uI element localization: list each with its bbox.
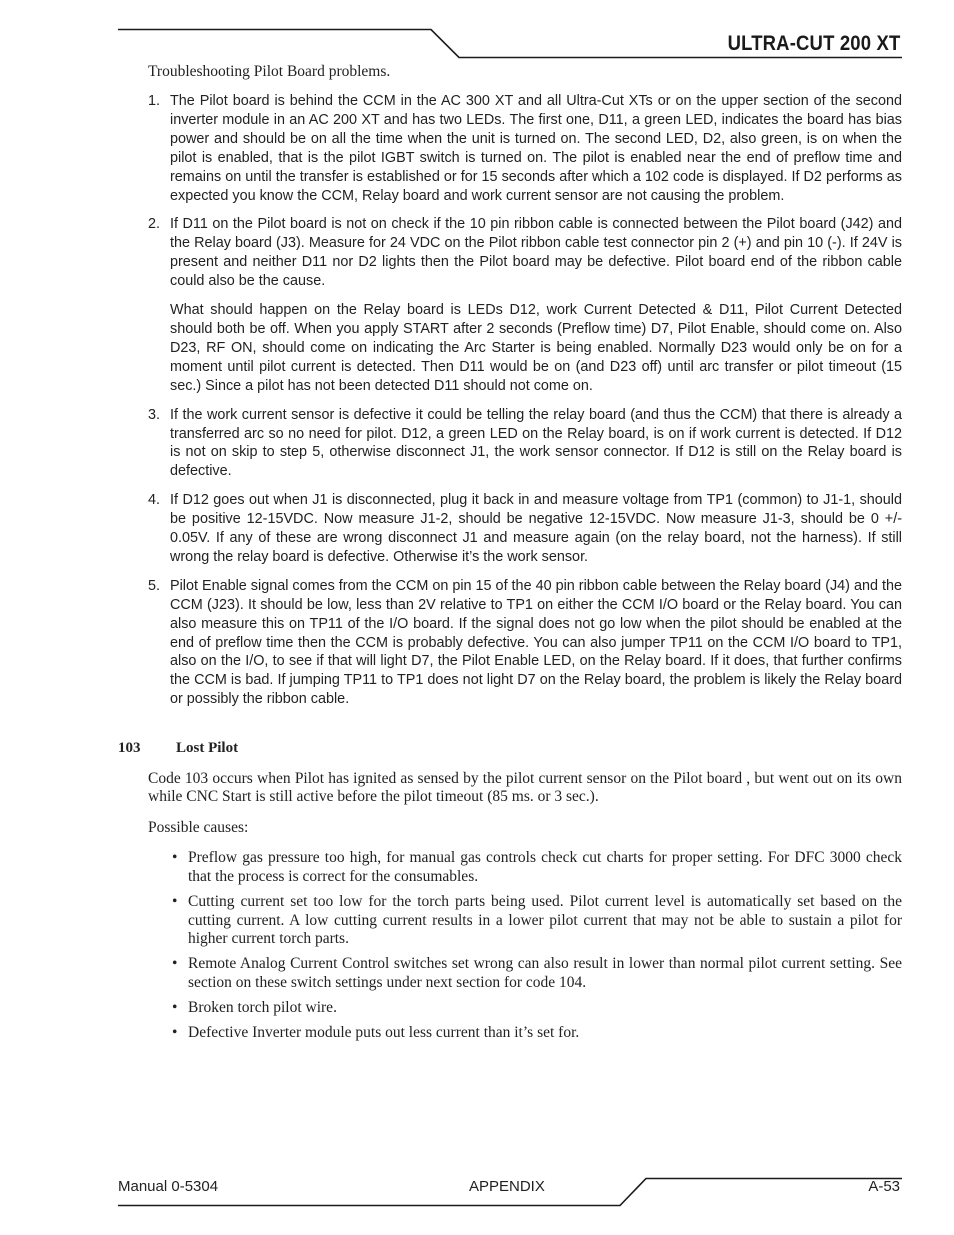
step-number: 3. <box>148 406 161 423</box>
cause-text: Cutting current set too low for the torch parts being used. Pilot current level is automatically set based on the cutting current. A low cutting current results in a lower pilot current that may not be able to sustain a pilot for higher current torch parts. <box>188 893 902 948</box>
step-text: If the work current sensor is defective it could be telling the relay board (and thus the CCM) that there is already a transferred arc so no need for pilot. D12, a green LED on the Relay board, is on if work current is detected. If D12 is not on skip to step 5, otherwise disconnect J1, the work sensor connector. If D12 is still on the Relay board is defective. <box>170 406 902 480</box>
section-description: Code 103 occurs when Pilot has ignited as sensed by the pilot current sensor on the Pilot board , but went out on its own while CNC Start is still active before the pilot timeout (85 ms. or 3 sec.). <box>148 769 902 806</box>
bullet-icon: • <box>172 955 178 973</box>
cause-text: Broken torch pilot wire. <box>188 999 337 1017</box>
bullet-icon: • <box>172 1024 178 1042</box>
step-paragraph: What should happen on the Relay board is LEDs D12, work Current Detected & D11, Pilot Current Detected should both be off. When you apply START after 2 seconds (Preflow time) D7, Pilot Enable, should come on. Also D23, RF ON, should come on indicating the Arc Starter is being enabled. Normally D23 would only be on for a moment until pilot current is detected. Then D11 would be on (and D23 off) until arc transfer or pilot timeout (15 sec.) Since a pilot has not been detected D11 should not come on. <box>170 302 902 394</box>
bullet-icon: • <box>172 999 178 1017</box>
step-text: The Pilot board is behind the CCM in the AC 300 XT and all Ultra-Cut XTs or on the upper section of the second inverter module in an AC 200 XT and has two LEDs. The first one, D11, a green LED, indicates the board has bias power and should be on all the time when the unit is turned on. The second LED, D2, also green, is on when the pilot is enabled, that is the pilot IGBT switch is turned on. The pilot is enabled near the end of preflow time and remains on until the transfer is established or for 15 seconds after which a 102 code is displayed. If D2 performs as expected you know the CCM, Relay board and work current sensor are not causing the problem. <box>170 93 902 204</box>
section-title: Lost Pilot <box>176 740 239 756</box>
bullet-icon: • <box>172 849 178 867</box>
bullet-icon: • <box>172 893 178 911</box>
error-code: 103 <box>118 740 141 756</box>
intro-text: Troubleshooting Pilot Board problems. <box>148 63 391 80</box>
cause-text: Preflow gas pressure too high, for manual gas controls check cut charts for proper setting. For DFC 3000 check that the process is correct for the consumables. <box>188 849 902 885</box>
footer-section: APPENDIX <box>469 1178 545 1195</box>
manual-number: Manual 0-5304 <box>118 1178 219 1195</box>
cause-text: Defective Inverter module puts out less current than it’s set for. <box>188 1024 580 1042</box>
step-number: 4. <box>148 492 161 509</box>
step-text: If D11 on the Pilot board is not on check if the 10 pin ribbon cable is connected between the Pilot board (J42) and the Relay board (J3). Measure for 24 VDC on the Pilot ribbon cable test connector pin 2 (+) and pin 10 (-). If 24V is present and neither D11 nor D2 lights then the Pilot board may be defective. Pilot board end of the ribbon cable could also be the cause. <box>170 216 902 290</box>
step-number: 1. <box>148 93 161 109</box>
step-text: If D12 goes out when J1 is disconnected, plug it back in and measure voltage from TP1 (common) to J1-1, should be positive 12-15VDC. Now measure J1-2, should be negative 12-15VDC. Now measure J1-3, should be 0 +/- 0.05V. If any of these are wrong disconnect J1 and measure again (on the relay board, not the harness). If still wrong the relay board is defective. Otherwise it’s the work sensor. <box>170 492 902 565</box>
step-number: 2. <box>148 216 161 233</box>
step-text: Pilot Enable signal comes from the CCM on pin 15 of the 40 pin ribbon cable between the Relay board (J4) and the CCM (J23). It should be low, less than 2V relative to TP1 on either the CCM I/O board or the Relay board. You can also measure this on TP11 of the I/O board. If the signal does not go low when the pilot should be enabled at the end of preflow time then the CCM is probably defective. You can also jumper TP11 on the CCM I/O board to TP1, also on the I/O, to see if that will light D7, the Pilot Enable LED, on the Relay board. If it does, that further confirms the CCM is bad. If jumping TP11 to TP1 does not light D7 on the Relay board, the problem is likely the Relay board or possibly the ribbon cable. <box>170 577 902 708</box>
product-title: ULTRA-CUT 200 XT <box>727 32 900 55</box>
step-number: 5. <box>148 577 161 594</box>
causes-label: Possible causes: <box>148 818 249 836</box>
page-number: A-53 <box>868 1178 900 1195</box>
cause-text: Remote Analog Current Control switches set wrong can also result in lower than normal pilot current setting. See section on these switch settings under next section for code 104. <box>188 955 902 991</box>
